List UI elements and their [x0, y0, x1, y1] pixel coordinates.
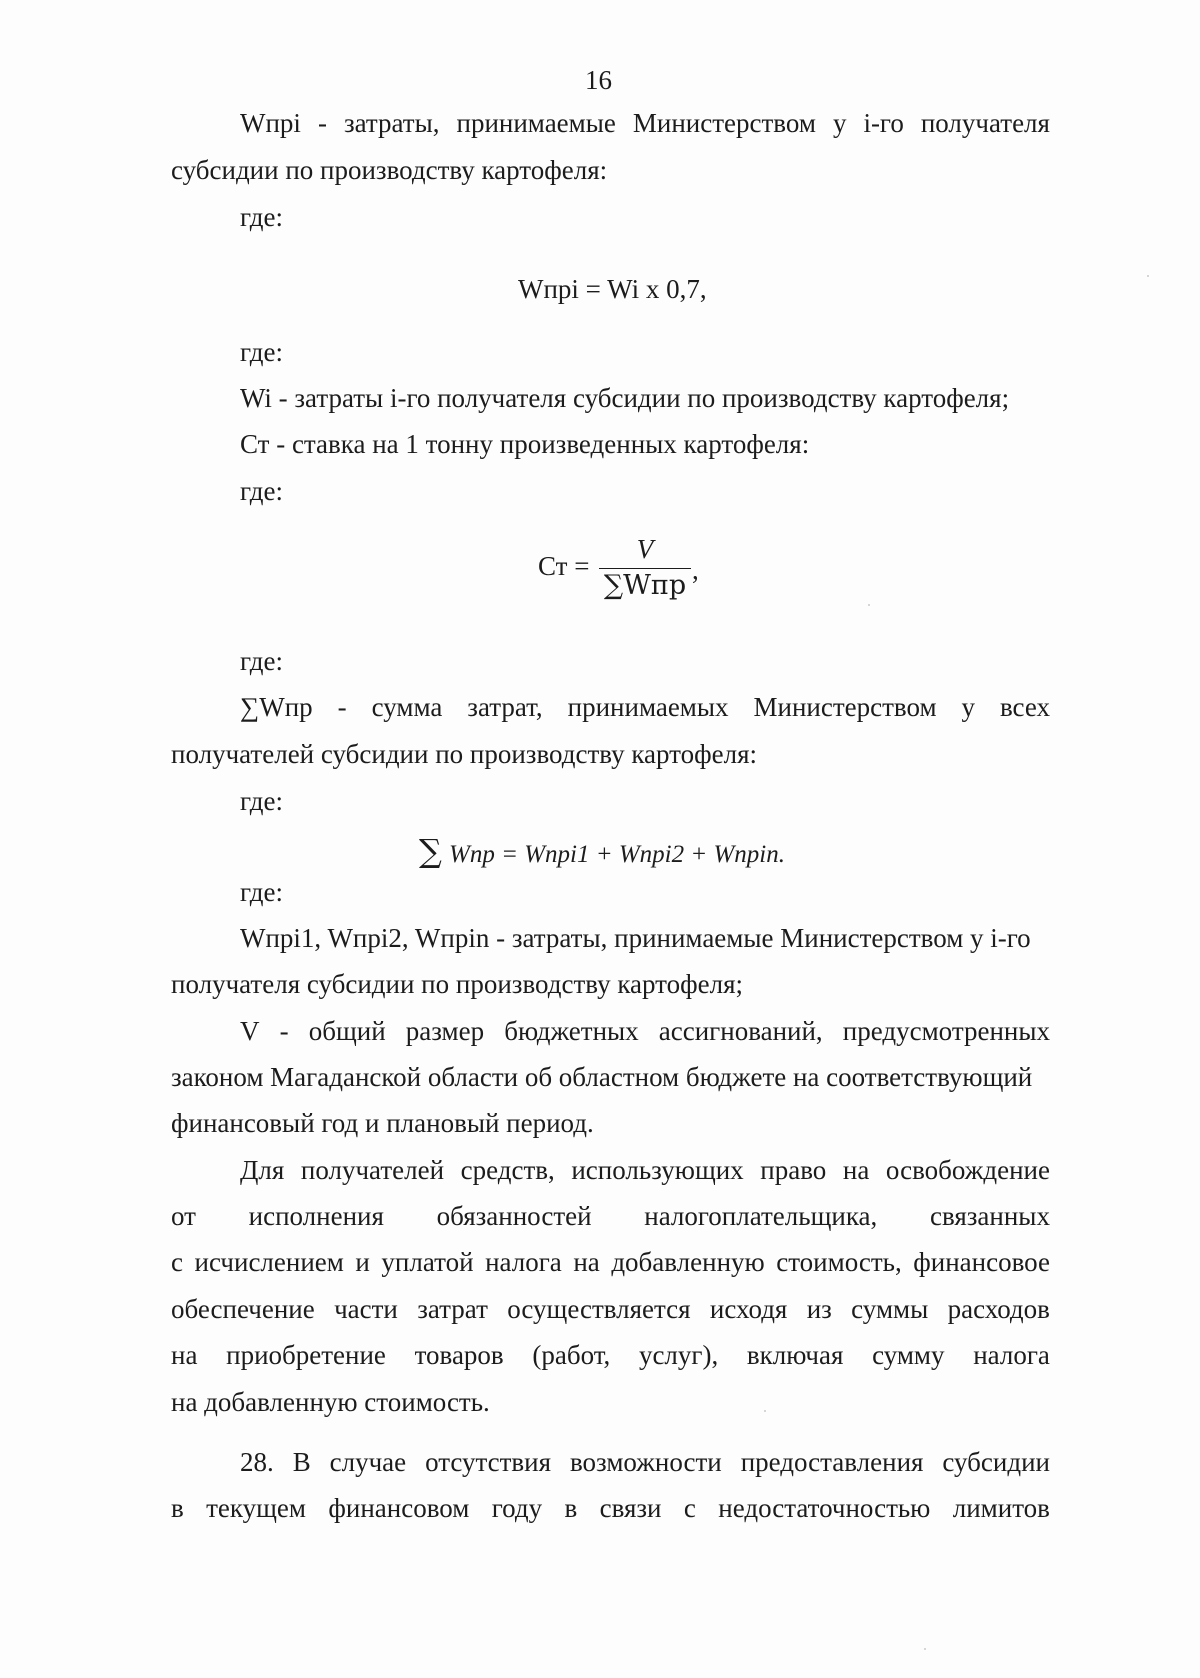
word: текущем — [206, 1493, 307, 1523]
word: 28. — [240, 1447, 274, 1477]
word: - — [279, 1016, 289, 1046]
paragraph-line: Wi - затраты i-го получателя субсидии по производству картофеля; — [240, 383, 1010, 413]
word: финансовое — [913, 1247, 1050, 1277]
word: на — [842, 1155, 870, 1185]
word: включая — [746, 1340, 844, 1370]
fraction-denominator: ∑Wпр — [603, 570, 687, 601]
word: налогоплательщика, — [644, 1201, 878, 1231]
paragraph-line — [240, 1445, 1050, 1479]
word: из — [806, 1294, 832, 1324]
word: приобретение — [226, 1340, 386, 1370]
scan-speck — [764, 1410, 766, 1412]
word: сумму — [872, 1340, 945, 1370]
paragraph-line — [240, 106, 1050, 140]
word: расходов — [947, 1294, 1050, 1324]
word: услуг), — [638, 1340, 719, 1370]
formula-rate-trail: , — [692, 555, 699, 585]
word: принимаемых — [567, 692, 729, 722]
word: получателя — [920, 108, 1050, 138]
word: налога — [973, 1340, 1050, 1370]
paragraph-line: получателей субсидии по производству картофеля: — [171, 739, 757, 769]
word: затраты, — [343, 108, 440, 138]
where-label: где: — [240, 786, 283, 816]
paragraph-line: субсидии по производству картофеля: — [171, 155, 608, 185]
word: общий — [308, 1016, 386, 1046]
paragraph-line: Wпрi1, Wпрi2, Wпрin - затраты, принимаемые Министерством у i-го — [240, 923, 1031, 953]
paragraph-line — [171, 1292, 1050, 1326]
word: стоимость, — [776, 1247, 902, 1277]
word: средств, — [460, 1155, 555, 1185]
word: исполнения — [248, 1201, 384, 1231]
word: в — [564, 1493, 578, 1523]
sum-expression: Wnp = Wnpi1 + Wnpi2 + Wnpin. — [449, 841, 785, 868]
scan-speck — [924, 1648, 926, 1650]
word: осуществляется — [507, 1294, 691, 1324]
word: i-го — [863, 108, 904, 138]
word: налога — [485, 1247, 562, 1277]
word: на — [573, 1247, 600, 1277]
word: Министерством — [753, 692, 937, 722]
paragraph-line: законом Магаданской области об областном бюджете на соответствующий — [171, 1062, 1033, 1092]
paragraph-line — [171, 1245, 1050, 1279]
word: В — [292, 1447, 311, 1477]
word: Wпрi — [240, 108, 301, 138]
paragraph-line — [240, 1014, 1050, 1048]
sum-sigma: ∑ — [419, 832, 442, 870]
paragraph-line — [240, 1153, 1050, 1187]
word: уплатой — [381, 1247, 474, 1277]
paragraph-line: финансовый год и плановый период. — [171, 1108, 594, 1138]
word: затрат, — [467, 692, 543, 722]
paragraph-line: Ст - ставка на 1 тонну произведенных картофеля: — [240, 429, 810, 459]
formula-rate-lhs: Ст = — [538, 551, 590, 581]
word: финансовом — [328, 1493, 470, 1523]
where-label: где: — [240, 337, 283, 367]
where-label: где: — [240, 877, 283, 907]
paragraph-line: получателя субсидии по производству картофеля; — [171, 969, 743, 999]
word: освобождение — [885, 1155, 1050, 1185]
word: V — [240, 1016, 260, 1046]
word: лимитов — [952, 1493, 1050, 1523]
word: - — [317, 108, 327, 138]
word: всех — [999, 692, 1050, 722]
word: на — [171, 1340, 198, 1370]
word: Министерством — [632, 108, 816, 138]
paragraph-line — [171, 1199, 1050, 1233]
word: ассигнований, — [658, 1016, 823, 1046]
word: году — [491, 1493, 543, 1523]
word: с — [683, 1493, 696, 1523]
where-label: где: — [240, 202, 283, 232]
where-label: где: — [240, 476, 283, 506]
word: отсутствия — [425, 1447, 552, 1477]
word: получателей — [300, 1155, 445, 1185]
word: предоставления — [740, 1447, 924, 1477]
word: недостаточностью — [718, 1493, 931, 1523]
word: случае — [329, 1447, 407, 1477]
word: использующих — [571, 1155, 744, 1185]
word: субсидии — [942, 1447, 1050, 1477]
paragraph-line — [171, 1491, 1050, 1525]
word: предусмотренных — [842, 1016, 1050, 1046]
word: товаров — [414, 1340, 504, 1370]
page-number: 16 — [585, 65, 612, 95]
paragraph-line — [240, 690, 1050, 724]
word: ∑Wпр — [240, 692, 313, 722]
word: от — [171, 1201, 196, 1231]
scan-speck — [868, 604, 870, 606]
word: и — [355, 1247, 370, 1277]
word: суммы — [851, 1294, 929, 1324]
word: (работ, — [532, 1340, 611, 1370]
word: бюджетных — [504, 1016, 639, 1046]
word: возможности — [569, 1447, 722, 1477]
word: право — [760, 1155, 827, 1185]
word: обязанностей — [436, 1201, 592, 1231]
word: принимаемые — [456, 108, 616, 138]
word: исчислением — [194, 1247, 344, 1277]
word: в — [171, 1493, 184, 1523]
word: с — [171, 1247, 183, 1277]
formula-wnpri: Wпрi = Wi x 0,7, — [518, 274, 707, 304]
word: связи — [599, 1493, 662, 1523]
word: Для — [240, 1155, 285, 1185]
word: у — [832, 108, 847, 138]
word: затрат — [417, 1294, 488, 1324]
word: исходя — [709, 1294, 788, 1324]
paragraph-line: на добавленную стоимость. — [171, 1387, 490, 1417]
word: - — [337, 692, 347, 722]
word: у — [961, 692, 975, 722]
word: части — [334, 1294, 398, 1324]
fraction-numerator: V — [636, 534, 654, 564]
word: размер — [405, 1016, 485, 1046]
paragraph-line — [171, 1338, 1050, 1372]
word: обеспечение — [171, 1294, 315, 1324]
word: связанных — [929, 1201, 1050, 1231]
word: сумма — [371, 692, 443, 722]
formula-rate-fraction — [599, 534, 691, 601]
word: добавленную — [611, 1247, 765, 1277]
where-label: где: — [240, 646, 283, 676]
scan-speck — [1147, 275, 1149, 277]
